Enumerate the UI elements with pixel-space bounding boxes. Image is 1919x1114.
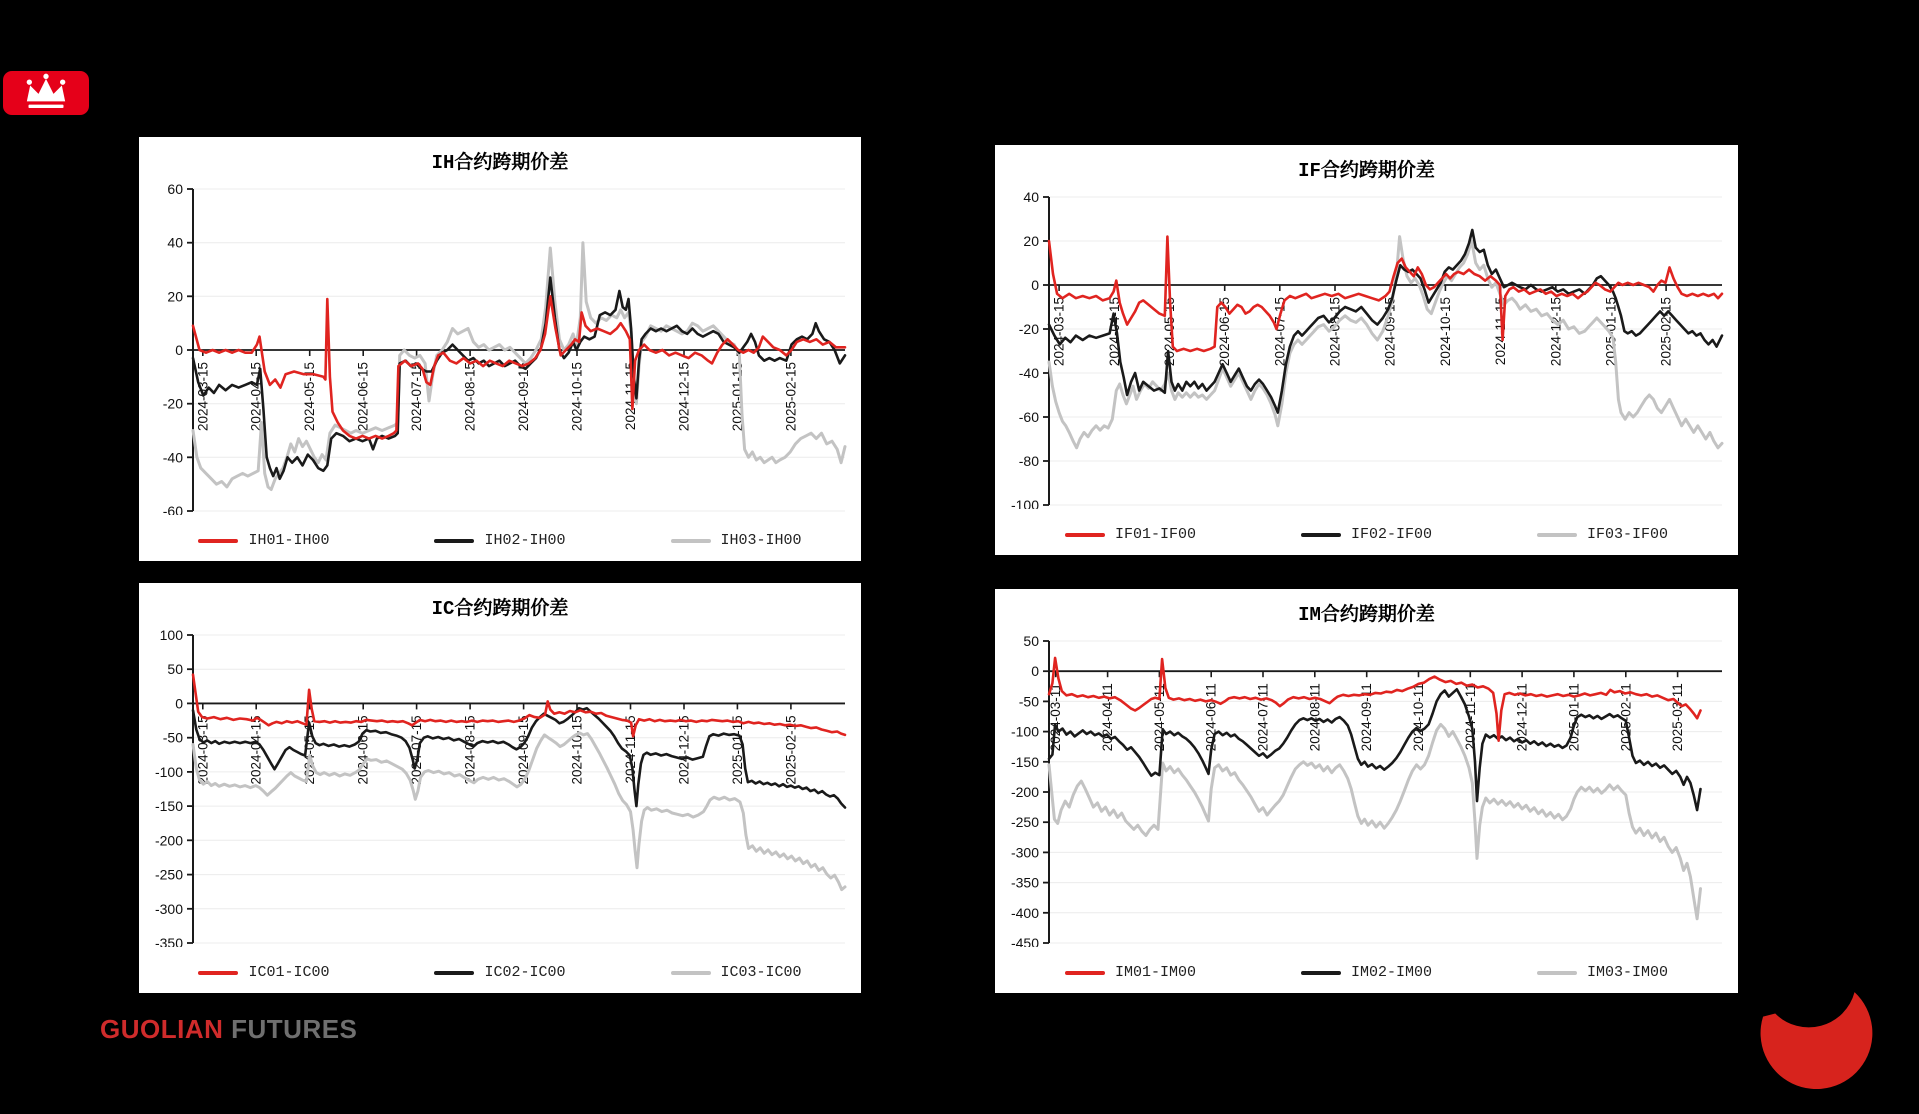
svg-text:-100: -100 (154, 763, 183, 780)
svg-text:2024-04-15: 2024-04-15 (1106, 297, 1122, 367)
svg-text:2024-07-15: 2024-07-15 (1272, 297, 1288, 367)
svg-text:40: 40 (1023, 189, 1039, 205)
svg-text:-350: -350 (1010, 874, 1039, 891)
svg-text:2024-06-15: 2024-06-15 (1217, 297, 1233, 367)
svg-text:2024-04-15: 2024-04-15 (248, 715, 264, 785)
chart-panel-im (995, 589, 1738, 993)
svg-text:2024-08-15: 2024-08-15 (1327, 297, 1343, 367)
svg-text:2024-12-15: 2024-12-15 (1548, 297, 1564, 367)
chart-title-im: IM合约跨期价差 (1298, 604, 1435, 626)
chart-plot-im (995, 633, 1738, 947)
svg-text:2024-11-15: 2024-11-15 (1493, 296, 1509, 366)
svg-text:2024-10-15: 2024-10-15 (569, 362, 585, 432)
legend-swatch-black (434, 971, 474, 975)
legend-swatch-red (198, 539, 238, 543)
legend-item (1537, 526, 1668, 543)
svg-text:-50: -50 (162, 729, 183, 746)
svg-text:2024-10-15: 2024-10-15 (1437, 297, 1453, 367)
chart-plot-if (995, 189, 1738, 509)
legend-label: IM02-IM00 (1350, 964, 1432, 981)
svg-text:50: 50 (1023, 633, 1039, 649)
legend-label: IM03-IM00 (1587, 964, 1669, 981)
svg-text:2024-09-15: 2024-09-15 (516, 715, 532, 785)
svg-text:2024-03-15: 2024-03-15 (195, 362, 211, 432)
svg-text:20: 20 (167, 288, 183, 305)
svg-text:2024-12-11: 2024-12-11 (1514, 683, 1530, 752)
legend-item (198, 532, 329, 549)
swoosh-arc-icon (1752, 982, 1890, 1104)
svg-text:0: 0 (175, 695, 183, 712)
legend-swatch-black (1301, 533, 1341, 537)
svg-text:2024-09-15: 2024-09-15 (516, 362, 532, 432)
legend-item (1065, 964, 1196, 981)
svg-text:-450: -450 (1010, 935, 1039, 947)
chart-panel-ic (139, 583, 861, 993)
legend-label: IC02-IC00 (484, 964, 566, 981)
legend-item (1301, 526, 1432, 543)
svg-text:2024-06-11: 2024-06-11 (1203, 683, 1219, 752)
svg-text:2024-03-11: 2024-03-11 (1048, 683, 1064, 752)
crown-icon (18, 73, 74, 113)
svg-text:2024-05-11: 2024-05-11 (1151, 683, 1167, 752)
svg-text:2024-07-11: 2024-07-11 (1255, 683, 1271, 752)
legend-label: IH03-IH00 (720, 532, 802, 549)
legend-swatch-gray (1537, 533, 1577, 537)
svg-text:20: 20 (1023, 233, 1039, 249)
svg-text:-100: -100 (1010, 497, 1039, 509)
svg-text:-350: -350 (154, 935, 183, 947)
svg-text:2024-09-15: 2024-09-15 (1382, 297, 1398, 367)
svg-text:-400: -400 (1010, 904, 1039, 921)
svg-text:2025-01-11: 2025-01-11 (1566, 683, 1582, 752)
svg-text:100: 100 (159, 627, 183, 643)
legend-label: IF03-IF00 (1587, 526, 1669, 543)
svg-text:-250: -250 (1010, 814, 1039, 831)
svg-text:2024-09-11: 2024-09-11 (1359, 683, 1375, 752)
svg-text:2024-10-11: 2024-10-11 (1411, 683, 1426, 752)
svg-text:2024-05-15: 2024-05-15 (302, 362, 318, 432)
svg-text:2024-07-15: 2024-07-15 (409, 715, 425, 785)
svg-text:-60: -60 (162, 503, 183, 515)
svg-text:-80: -80 (1018, 453, 1039, 469)
legend-swatch-gray (1537, 971, 1577, 975)
legend-label: IM01-IM00 (1114, 964, 1196, 981)
legend-label: IF02-IF00 (1350, 526, 1432, 543)
svg-text:2024-06-15: 2024-06-15 (355, 715, 371, 785)
svg-text:2024-10-15: 2024-10-15 (569, 715, 585, 785)
svg-text:2024-08-15: 2024-08-15 (462, 362, 478, 432)
chart-legend-ic (139, 964, 861, 981)
legend-swatch-gray (671, 539, 711, 543)
svg-text:0: 0 (1031, 663, 1039, 680)
legend-swatch-red (1065, 971, 1105, 975)
svg-text:-40: -40 (1018, 365, 1039, 381)
brand-guolian: GUOLIAN (100, 1014, 224, 1044)
svg-text:2024-11-11: 2024-11-11 (1462, 683, 1478, 751)
legend-item (1301, 964, 1432, 981)
svg-text:-100: -100 (1010, 723, 1039, 740)
svg-text:2024-03-15: 2024-03-15 (195, 715, 211, 785)
svg-text:2025-02-15: 2025-02-15 (783, 362, 799, 432)
brand-wordmark (100, 1014, 357, 1045)
svg-text:-150: -150 (154, 798, 183, 815)
svg-text:2024-03-15: 2024-03-15 (1051, 297, 1067, 367)
chart-plot-ic (139, 627, 861, 947)
svg-text:2025-01-15: 2025-01-15 (729, 715, 745, 785)
chart-panel-if (995, 145, 1738, 555)
chart-legend-im (995, 964, 1738, 981)
svg-text:-300: -300 (154, 900, 183, 917)
svg-text:-300: -300 (1010, 844, 1039, 861)
svg-text:-40: -40 (162, 449, 183, 466)
svg-text:2024-08-11: 2024-08-11 (1307, 683, 1323, 752)
svg-text:2025-01-15: 2025-01-15 (1603, 297, 1619, 367)
legend-item (1537, 964, 1668, 981)
svg-text:60: 60 (167, 181, 183, 197)
legend-item (671, 964, 802, 981)
legend-swatch-red (1065, 533, 1105, 537)
svg-text:2024-07-15: 2024-07-15 (409, 362, 425, 432)
legend-item (198, 964, 329, 981)
legend-label: IC03-IC00 (720, 964, 802, 981)
legend-swatch-red (198, 971, 238, 975)
svg-text:-200: -200 (154, 832, 183, 849)
chart-panel-ih (139, 137, 861, 561)
svg-text:2024-04-11: 2024-04-11 (1100, 683, 1116, 752)
svg-text:40: 40 (167, 234, 183, 251)
svg-text:2025-03-11: 2025-03-11 (1670, 683, 1686, 752)
svg-text:2024-05-15: 2024-05-15 (1162, 297, 1177, 367)
legend-swatch-black (434, 539, 474, 543)
legend-item (1065, 526, 1196, 543)
svg-text:0: 0 (175, 342, 183, 358)
svg-text:-20: -20 (1018, 321, 1039, 337)
svg-text:2025-02-15: 2025-02-15 (1658, 297, 1674, 367)
svg-text:2024-11-15: 2024-11-15 (623, 715, 638, 784)
chart-title-ih: IH合约跨期价差 (431, 152, 569, 174)
brand-futures: FUTURES (231, 1014, 358, 1044)
legend-swatch-black (1301, 971, 1341, 975)
svg-text:2024-05-15: 2024-05-15 (302, 715, 318, 785)
svg-text:2024-11-15: 2024-11-15 (623, 362, 638, 431)
legend-item (434, 964, 565, 981)
svg-text:2025-01-15: 2025-01-15 (729, 362, 745, 432)
svg-text:-50: -50 (1018, 693, 1039, 710)
legend-label: IH02-IH00 (484, 532, 566, 549)
svg-text:50: 50 (167, 661, 183, 678)
company-logo (3, 71, 89, 115)
chart-legend-if (995, 526, 1738, 543)
chart-legend-ih (139, 532, 861, 549)
legend-swatch-gray (671, 971, 711, 975)
chart-plot-ih (139, 181, 861, 515)
svg-text:-150: -150 (1010, 753, 1039, 770)
svg-text:2024-12-15: 2024-12-15 (676, 715, 692, 785)
svg-text:-250: -250 (154, 866, 183, 883)
legend-item (434, 532, 565, 549)
svg-text:2024-04-15: 2024-04-15 (248, 362, 264, 432)
svg-text:-60: -60 (1018, 409, 1039, 425)
svg-text:2024-08-15: 2024-08-15 (462, 715, 478, 785)
svg-text:-200: -200 (1010, 784, 1039, 800)
svg-text:2024-12-15: 2024-12-15 (676, 362, 692, 432)
legend-item (671, 532, 802, 549)
legend-label: IH01-IH00 (248, 532, 330, 549)
svg-text:2025-02-11: 2025-02-11 (1618, 683, 1634, 752)
svg-text:0: 0 (1031, 277, 1039, 293)
svg-text:2024-06-15: 2024-06-15 (355, 362, 371, 432)
chart-title-if: IF合约跨期价差 (1298, 160, 1435, 182)
legend-label: IF01-IF00 (1114, 526, 1196, 543)
svg-text:2025-02-15: 2025-02-15 (783, 715, 799, 785)
svg-text:-20: -20 (162, 395, 183, 412)
chart-title-ic: IC合约跨期价差 (431, 598, 569, 620)
legend-label: IC01-IC00 (248, 964, 330, 981)
